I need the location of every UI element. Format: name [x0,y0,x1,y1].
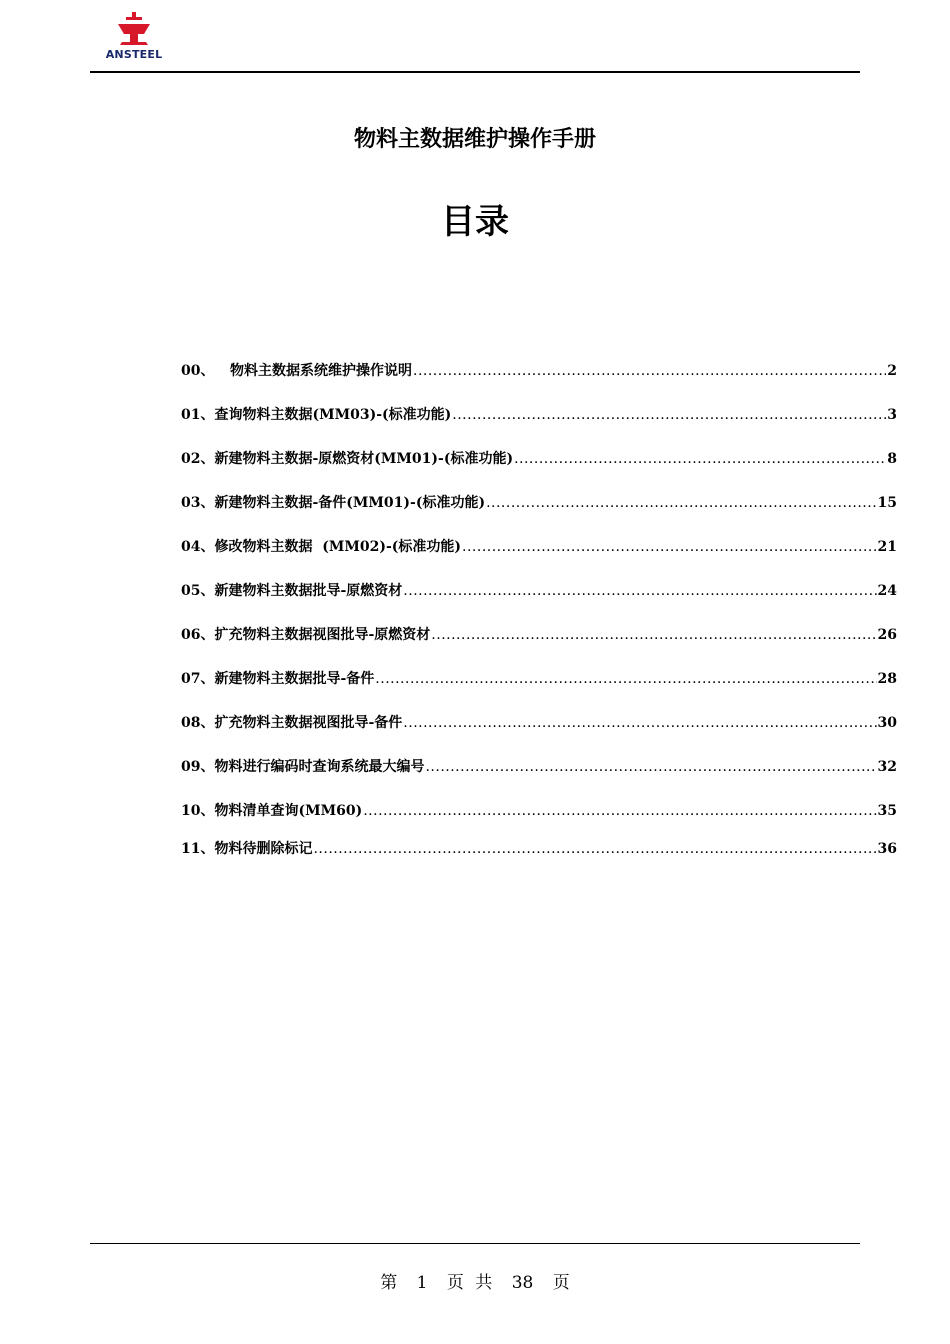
current-page-number: 1 [416,1273,428,1293]
toc-entry-page: 21 [877,539,897,555]
toc-entry[interactable] [181,670,897,688]
toc-entry-title: 物料清单查询(MM60) [214,803,363,819]
toc-entry-page: 24 [877,583,897,599]
toc-entry-number: 09、 [181,759,215,775]
ansteel-logo-icon [114,12,154,46]
total-page-count: 38 [511,1273,534,1293]
toc-entry-number: 06、 [181,627,215,643]
toc-entry-page: 32 [877,759,897,775]
toc-entry[interactable] [181,840,897,858]
footer-prefix: 第 [380,1273,398,1293]
toc-entry[interactable] [181,758,897,776]
toc-leader-dots [375,670,876,688]
toc-leader-dots [413,362,886,380]
toc-entry-number: 00、 [181,363,215,379]
toc-entry-page: 28 [877,671,897,687]
toc-entry-title: 查询物料主数据(MM03)-(标准功能) [214,407,452,423]
toc-entry-page: 35 [877,803,897,819]
footer-divider [90,1243,860,1244]
toc-heading: 目录 [441,202,509,242]
toc-entry-title: 扩充物料主数据视图批导-原燃资材 [214,627,431,643]
toc-entry-title: 修改物料主数据 (MM02)-(标准功能) [214,539,462,555]
footer-suffix: 页 [552,1273,570,1293]
document-title: 物料主数据维护操作手册 [353,126,596,152]
toc-entry-title: 新建物料主数据-原燃资材(MM01)-(标准功能) [214,451,514,467]
toc-entry-number: 08、 [181,715,215,731]
toc-entry-page: 30 [877,715,897,731]
toc-entry[interactable] [181,538,897,556]
toc-entry-number: 04、 [181,539,215,555]
toc-entry-number: 05、 [181,583,215,599]
toc-entry-title: 新建物料主数据批导-原燃资材 [214,583,403,599]
toc-entry[interactable] [181,406,897,424]
toc-leader-dots [514,450,886,468]
toc-entry-page: 8 [887,451,897,467]
toc-leader-dots [403,714,876,732]
footer-mid: 页 共 [446,1273,493,1293]
toc-entry[interactable] [181,494,897,512]
toc-entry-title: 物料主数据系统维护操作说明 [230,363,412,379]
toc-leader-dots [313,840,876,858]
toc-entry[interactable] [181,802,897,820]
page-footer [0,1268,950,1293]
toc-entry-number: 10、 [181,803,215,819]
toc-leader-dots [363,802,876,820]
toc-entry-number: 07、 [181,671,215,687]
toc-entry-page: 15 [877,495,897,511]
toc-leader-dots [462,538,877,556]
toc-leader-dots [431,626,876,644]
toc-entry-number: 01、 [181,407,215,423]
toc-leader-dots [425,758,876,776]
toc-entry-title: 新建物料主数据批导-备件 [214,671,375,687]
toc-entry-number: 03、 [181,495,215,511]
toc-entry-title: 物料待删除标记 [214,841,313,857]
toc-entry[interactable] [181,362,897,380]
toc-entry[interactable] [181,626,897,644]
toc-leader-dots [452,406,886,424]
toc-entry-page: 36 [877,841,897,857]
toc-entry-number: 02、 [181,451,215,467]
toc-entry-page: 2 [887,363,897,379]
toc-entry-title: 物料进行编码时查询系统最大编号 [214,759,425,775]
logo-text: ANSTEEL [105,48,163,61]
toc-entry-title: 新建物料主数据-备件(MM01)-(标准功能) [214,495,486,511]
toc-leader-dots [403,582,876,600]
toc-entry[interactable] [181,714,897,732]
header-divider [90,71,860,73]
company-logo [104,12,164,66]
toc-entry-page: 26 [877,627,897,643]
toc-entry-title: 扩充物料主数据视图批导-备件 [214,715,403,731]
toc-entry[interactable] [181,582,897,600]
toc-entry-number: 11、 [181,841,215,857]
toc-entry[interactable] [181,450,897,468]
toc-entry-page: 3 [887,407,897,423]
toc-leader-dots [486,494,876,512]
